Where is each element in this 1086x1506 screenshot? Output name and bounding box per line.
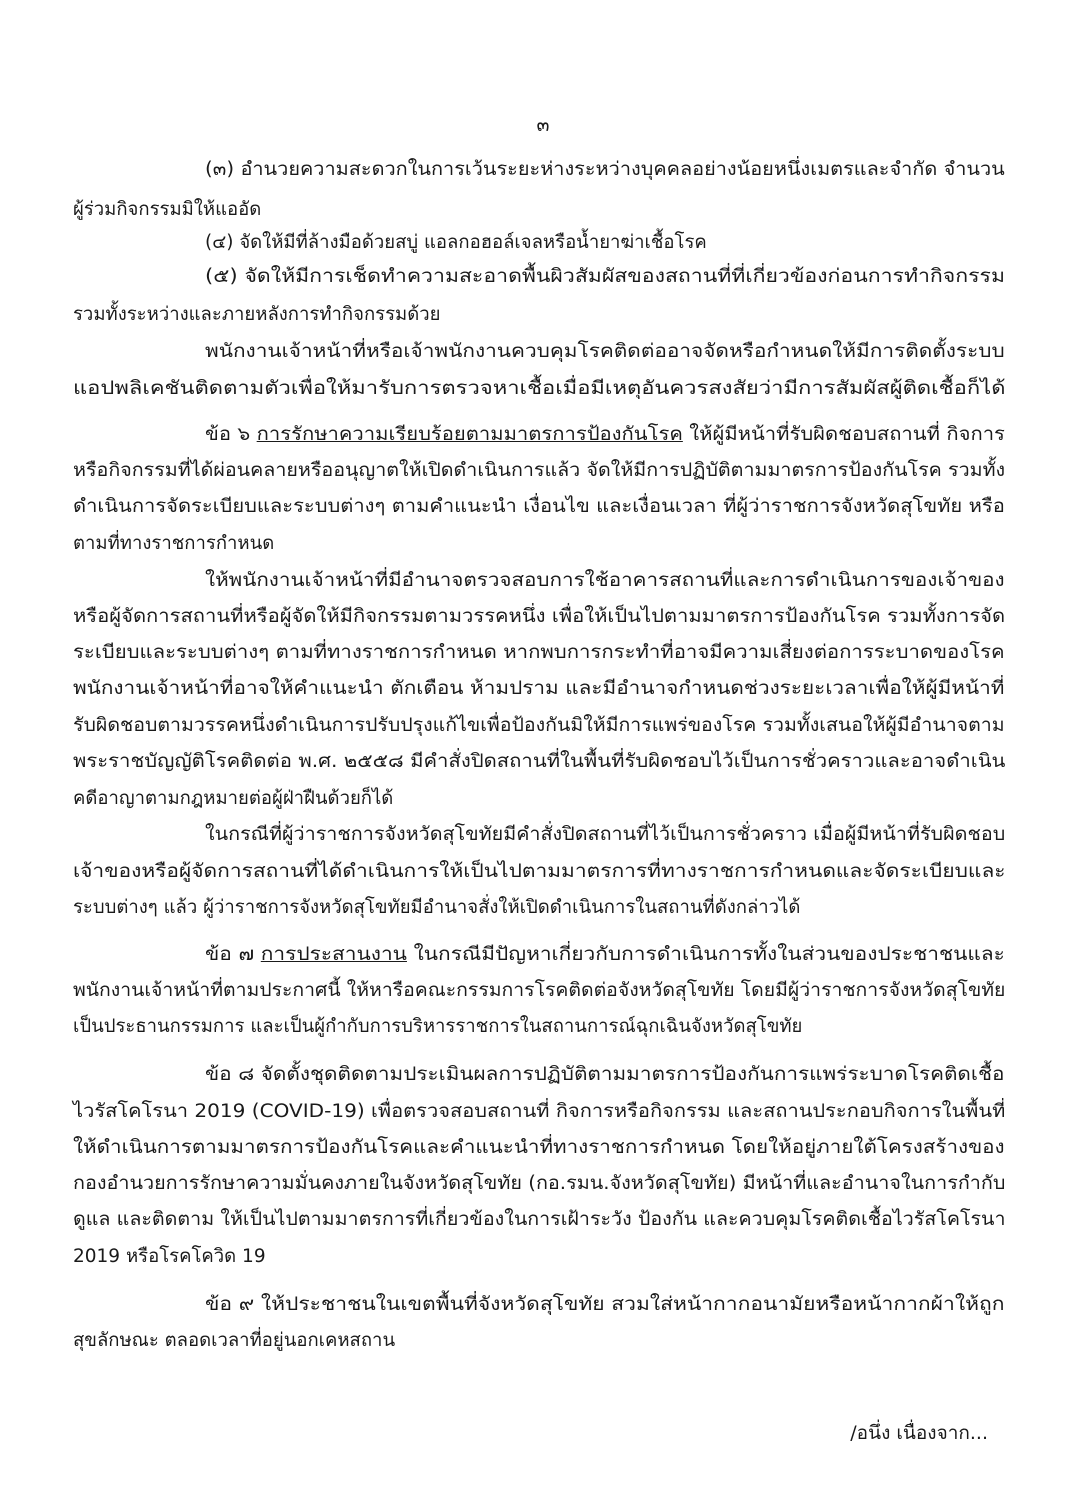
text-run: ให้พนักงานเจ้าหน้าที่มีอำนาจตรวจสอบการใช้อาคารสถานที่และการดำเนินการของเจ้าของ [205, 570, 1005, 591]
text-run: (๕) จัดให้มีการเช็ดทำความสะอาดพื้นผิวสัมผัสของสถานที่ที่เกี่ยวข้องก่อนการทำกิจกรรม [205, 266, 1005, 287]
text-run: ข้อ ๘ จัดตั้งชุดติดตามประเมินผลการปฏิบัติตามมาตรการป้องกันการแพร่ระบาดโรคติดเชื้อ [205, 1064, 1005, 1085]
text-run: ในกรณีที่ผู้ว่าราชการจังหวัดสุโขทัยมีคำสั่งปิดสถานที่ไว้เป็นการชั่วคราว เมื่อผู้มีหน้าที่รับผิดชอบ [205, 824, 1006, 845]
text-run: ดำเนินการจัดระเบียบและระบบต่างๆ ตามคำแนะนำ เงื่อนไข และเงื่อนเวลา ที่ผู้ว่าราชการจังหวัดสุโขทัย หรือ [73, 496, 1005, 517]
text-line [205, 940, 1005, 970]
text-line [73, 1133, 1005, 1163]
text-line [205, 262, 1005, 292]
text-run: รับผิดชอบตามวรรคหนึ่งดำเนินการปรับปรุงแก้ไขเพื่อป้องกันมิให้มีการแพร่ของโรค รวมทั้งเสนอให้ผู้มีอำนาจตาม [73, 715, 1005, 736]
text-line [205, 155, 1005, 185]
text-run: พระราชบัญญัติโรคติดต่อ พ.ศ. ๒๕๕๘ มีคำสั่งปิดสถานที่ในพื้นที่รับผิดชอบไว้เป็นการชั่วคราวและอาจดำเนิน [73, 751, 1006, 772]
text-line [73, 711, 1005, 741]
text-run: กองอำนวยการรักษาความมั่นคงภายในจังหวัดสุโขทัย (กอ.รมน.จังหวัดสุโขทัย) มีหน้าที่และอำนาจในการกำกับ [73, 1173, 1006, 1194]
text-run: ในกรณีมีปัญหาเกี่ยวกับการดำเนินการทั้งในส่วนของประชาชนและ [406, 944, 1005, 965]
text-run: ให้ผู้มีหน้าที่รับผิดชอบสถานที่ กิจการ [682, 424, 1005, 445]
page-number: ๓ [536, 114, 550, 136]
text-run: ดูแล และติดตาม ให้เป็นไปตามมาตรการที่เกี่ยวข้องในการเฝ้าระวัง ป้องกัน และควบคุมโรคติดเชื้อไวรัสโคโรนา [73, 1209, 1006, 1230]
text-run: พนักงานเจ้าหน้าที่อาจให้คำแนะนำ ตักเตือน ห้ามปราม และมีอำนาจกำหนดช่วงระยะเวลาเพื่อให้ผู้มีหน้าที่ [73, 678, 1005, 699]
text-line [205, 228, 707, 258]
text-run: แอปพลิเคชันติดตามตัวเพื่อให้มารับการตรวจหาเชื้อเมื่อมีเหตุอันควรสงสัยว่ามีการสัมผัสผู้ติดเชื้อก็ได้ [73, 378, 1006, 399]
text-line [73, 374, 1005, 404]
text-line [73, 1242, 266, 1272]
text-run: ให้ดำเนินการตามมาตรการป้องกันโรคและคำแนะนำที่ทางราชการกำหนด โดยให้อยู่ภายใต้โครงสร้างของ [73, 1137, 1005, 1158]
text-line [73, 638, 1005, 668]
text-run: ผู้ร่วมกิจกรรมมิให้แออัด [73, 199, 262, 220]
text-run: ไวรัสโคโรนา 2019 (COVID-19) เพื่อตรวจสอบสถานที่ กิจการหรือกิจกรรม และสถานประกอบกิจการในพื้นที่ [73, 1101, 1006, 1122]
underlined-heading: การประสานงาน [260, 944, 407, 965]
text-run: พนักงานเจ้าหน้าที่ตามประกาศนี้ ให้หารือคณะกรรมการโรคติดต่อจังหวัดสุโขทัย โดยมีผู้ว่าราชการจังหวัดสุโขทัย [73, 980, 1006, 1001]
text-run: รวมทั้งระหว่างและภายหลังการทำกิจกรรมด้วย [73, 304, 441, 325]
text-run: เจ้าของหรือผู้จัดการสถานที่ได้ดำเนินการให้เป็นไปตามมาตรการที่ทางราชการกำหนดและจัดระเบียบและ [73, 861, 1006, 882]
text-run: พนักงานเจ้าหน้าที่หรือเจ้าพนักงานควบคุมโรคติดต่ออาจจัดหรือกำหนดให้มีการติดตั้งระบบ [205, 341, 1005, 362]
text-run: ระบบต่างๆ แล้ว ผู้ว่าราชการจังหวัดสุโขทัยมีอำนาจสั่งให้เปิดดำเนินการในสถานที่ดังกล่าวได้ [73, 897, 801, 918]
text-run: ข้อ ๖ [205, 424, 257, 445]
text-run: ข้อ ๗ [205, 944, 261, 965]
text-line [73, 976, 1005, 1006]
text-line [73, 1012, 802, 1042]
text-run: หรือกิจกรรมที่ได้ผ่อนคลายหรืออนุญาตให้เปิดดำเนินการแล้ว จัดให้มีการปฏิบัติตามมาตรการป้องกันโรค รวมทั้ง [73, 460, 1006, 481]
text-line [205, 1060, 1005, 1090]
text-line [73, 529, 274, 559]
text-line [205, 420, 1005, 450]
text-run: 2019 หรือโรคโควิด 19 [73, 1246, 266, 1267]
continuation-note: /อนึ่ง เนื่องจาก... [850, 1422, 988, 1444]
text-run: (๓) อำนวยความสะดวกในการเว้นระยะห่างระหว่างบุคคลอย่างน้อยหนึ่งเมตรและจำกัด จำนวน [205, 159, 1005, 180]
text-line [205, 337, 1005, 367]
text-line [73, 1205, 1006, 1235]
text-line [73, 893, 800, 923]
text-run: ระเบียบและระบบต่างๆ ตามที่ทางราชการกำหนด หากพบการกระทำที่อาจมีความเสี่ยงต่อการระบาดของโรค [73, 642, 1005, 663]
text-line [205, 566, 1005, 596]
text-run: ข้อ ๙ ให้ประชาชนในเขตพื้นที่จังหวัดสุโขทัย สวมใส่หน้ากากอนามัยหรือหน้ากากผ้าให้ถูก [205, 1294, 1005, 1315]
text-line [205, 1290, 1004, 1320]
text-line [73, 492, 1005, 522]
text-line [73, 1326, 395, 1356]
text-run: ตามที่ทางราชการกำหนด [73, 533, 275, 554]
text-line [73, 747, 1005, 777]
text-run: (๔) จัดให้มีที่ล้างมือด้วยสบู่ แอลกอฮอล์เจลหรือน้ำยาฆ่าเชื้อโรค [205, 232, 707, 253]
text-line [73, 1169, 1005, 1199]
text-line [73, 602, 1005, 632]
text-line [73, 674, 1004, 704]
text-line [73, 857, 1006, 887]
text-line [73, 784, 393, 814]
text-run: คดีอาญาตามกฎหมายต่อผู้ฝ่าฝืนด้วยก็ได้ [73, 788, 394, 809]
text-line [73, 1097, 1005, 1127]
text-run: สุขลักษณะ ตลอดเวลาที่อยู่นอกเคหสถาน [73, 1330, 396, 1351]
text-line [73, 300, 440, 330]
underlined-heading: การรักษาความเรียบร้อยตามมาตรการป้องกันโรค [256, 424, 683, 445]
text-line [73, 195, 261, 225]
text-run: หรือผู้จัดการสถานที่หรือผู้จัดให้มีกิจกรรมตามวรรคหนึ่ง เพื่อให้เป็นไปตามมาตรการป้องกันโรค รวมทั้งการจัด [73, 606, 1006, 627]
text-line [205, 820, 1005, 850]
text-run: เป็นประธานกรรมการ และเป็นผู้กำกับการบริหารราชการในสถานการณ์ฉุกเฉินจังหวัดสุโขทัย [73, 1016, 803, 1037]
text-line [73, 456, 1005, 486]
